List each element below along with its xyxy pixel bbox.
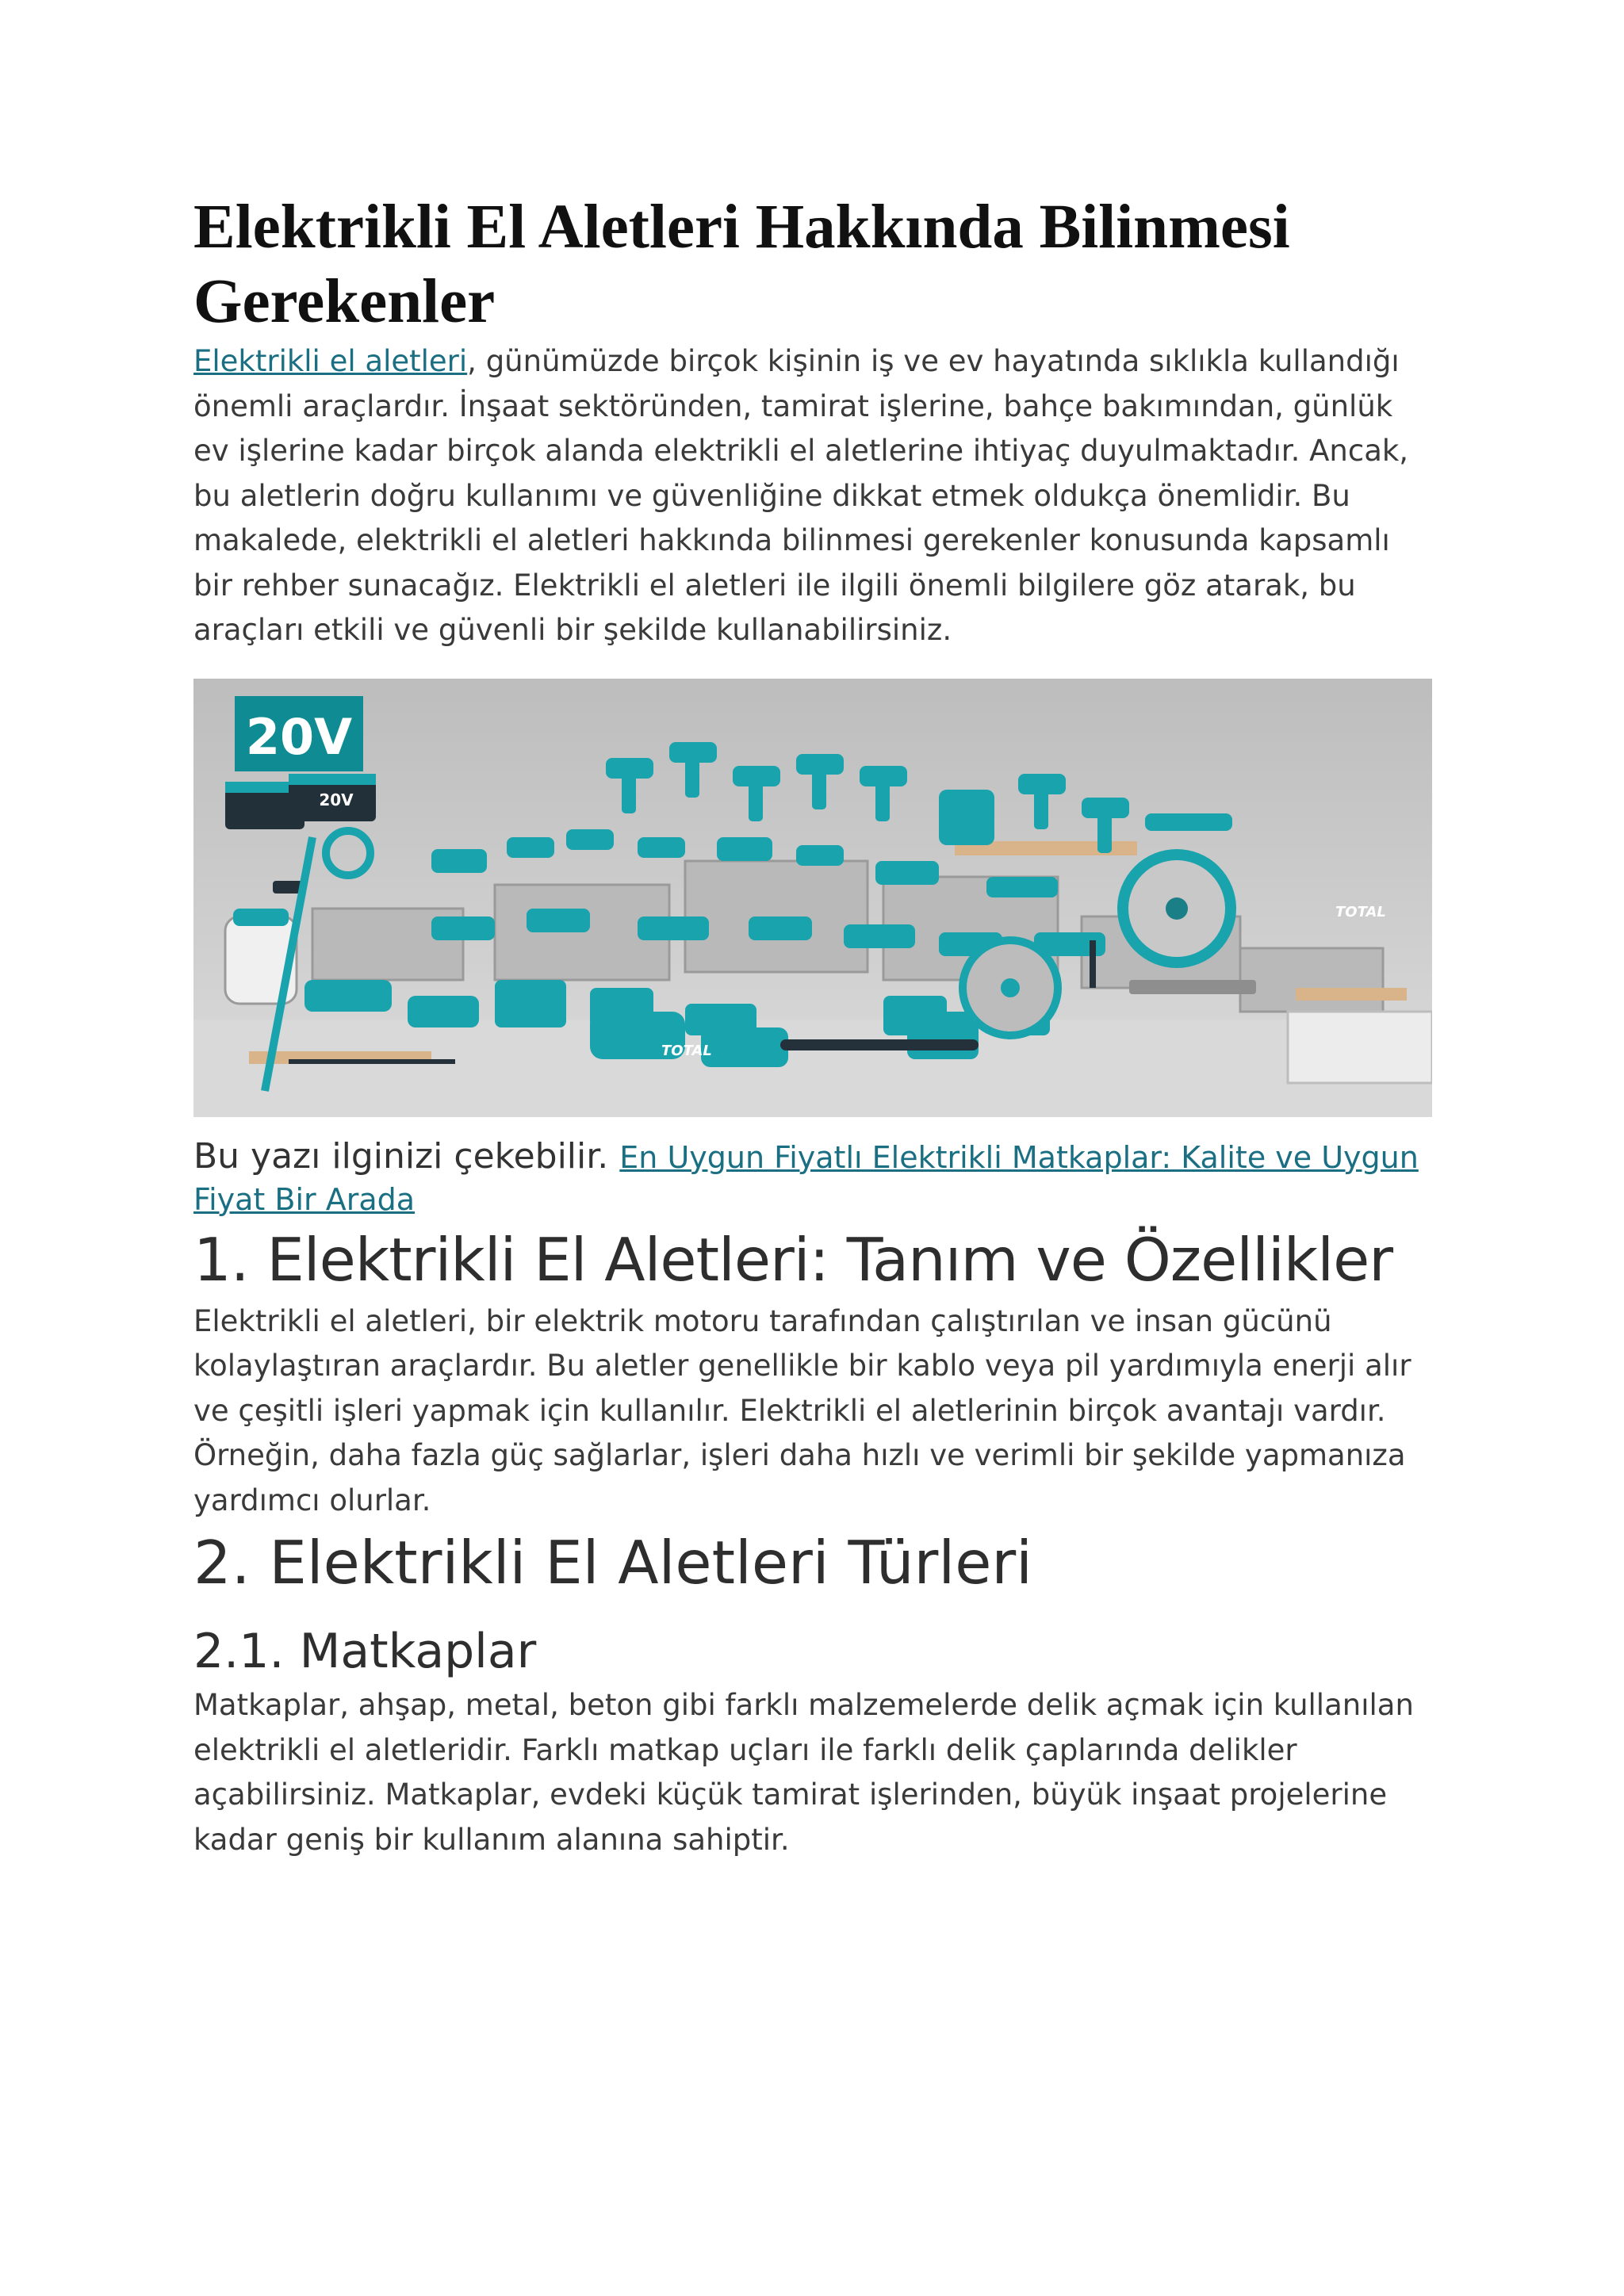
power-tools-illustration (193, 679, 1432, 1117)
section-heading: 2. Elektrikli El Aletleri Türleri (193, 1528, 1033, 1598)
related-prefix: Bu yazı ilginizi çekebilir. (193, 1135, 609, 1177)
article-body (193, 190, 1432, 1862)
brand-label: TOTAL (1335, 903, 1386, 920)
battery-packs (225, 774, 376, 829)
hero-image (193, 679, 1432, 1117)
brand-label: TOTAL (661, 1042, 712, 1059)
intro-text: , günümüzde birçok kişinin iş ve ev hayatında sıklıkla kullandığı önemli araçlardır. İnşaat sektöründen, tamirat işlerine, bahçe bakımından, günlük ev işlerine kadar birçok alanda elektrikli el aletlerine ihtiyaç duyulmaktadır. Ancak, bu aletlerin doğru kullanımı ve güvenliğine dikkat etmek oldukça önemlidir. Bu makalede, elektrikli el aletleri hakkında bilinmesi gerekenler konusunda kapsamlı bir rehber sunacağız. Elektrikli el aletleri ile ilgili önemli bilgilere göz atarak, bu araçları etkili ve güvenli bir şekilde kullanabilirsiniz. (193, 344, 1409, 647)
floor (193, 1020, 1432, 1117)
badge-text: 20V (245, 707, 353, 766)
section-heading: 1. Elektrikli El Aletleri: Tanım ve Özellikler (193, 1224, 1393, 1295)
article-title: Elektrikli El Aletleri Hakkında Bilinmesi Gerekenler (193, 193, 1290, 336)
section-paragraph: Matkaplar, ahşap, metal, beton gibi farklı malzemelerde delik açmak için kullanılan elektrikli el aletleridir. Farklı matkap uçları ile farklı delik çaplarında delikler açabilirsiniz. Matkaplar, evdeki küçük tamirat işlerinden, büyük inşaat projelerine kadar geniş bir kullanım alanına sahiptir. (193, 1688, 1414, 1857)
intro-paragraph (193, 339, 1432, 653)
white-panel (1288, 1012, 1432, 1083)
related-article (193, 1136, 1432, 1220)
subsection-heading: 2.1. Matkaplar (193, 1624, 537, 1679)
voltage-badge (235, 696, 363, 771)
intro-link[interactable]: Elektrikli el aletleri (193, 344, 468, 378)
related-link[interactable]: En Uygun Fiyatlı Elektrikli Matkaplar: Kalite ve Uygun Fiyat Bir Arada (193, 1139, 1419, 1217)
section-paragraph: Elektrikli el aletleri, bir elektrik motoru tarafından çalıştırılan ve insan gücünü kolaylaştıran araçlardır. Bu aletler genellikle bir kablo veya pil yardımıyla enerji alır ve çeşitli işleri yapmak için kullanılır. Elektrikli el aletlerinin birçok avantajı vardır. Örneğin, daha fazla güç sağlarlar, işleri daha hızlı ve verimli bir şekilde yapmanıza yardımcı olurlar. (193, 1303, 1411, 1517)
battery-label: 20V (319, 790, 354, 809)
